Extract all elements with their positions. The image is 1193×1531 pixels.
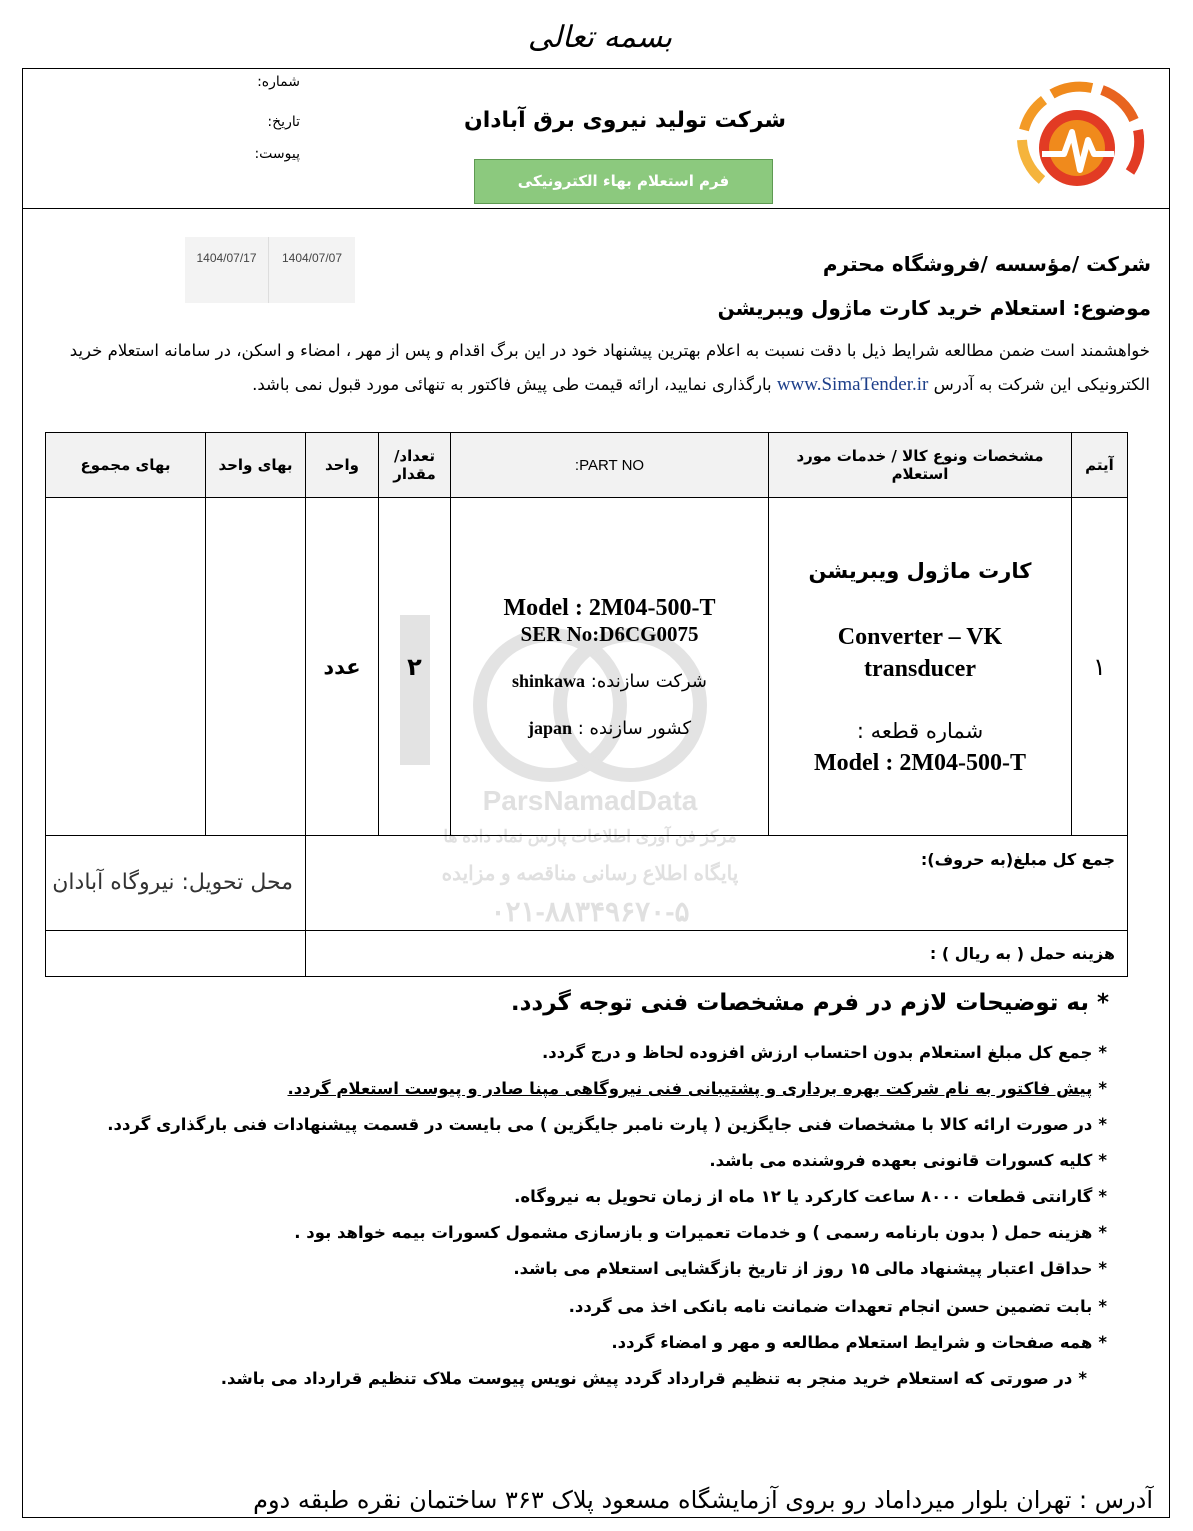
part-model: Model : 2M04-500-T [503, 594, 716, 621]
number-label: شماره: [257, 74, 300, 90]
note-text: گارانتی قطعات ۸۰۰۰ ساعت کارکرد یا ۱۲ ماه از زمان تحویل به نیروگاه. [514, 1187, 1093, 1206]
note-item: *جمع کل مبلغ استعلام بدون احتساب ارزش افزوده لحاظ و درج گردد. [541, 1043, 1107, 1062]
note-item: *کلیه کسورات قانونی بعهده فروشنده می باشد. [709, 1151, 1107, 1170]
attachment-label: پیوست: [254, 146, 300, 162]
desc-latin-2: transducer [864, 655, 976, 682]
part-country-label: کشور سازنده : [577, 717, 692, 739]
header-divider [22, 208, 1170, 209]
body-text-before: خواهشمند است ضمن مطالعه شرایط ذیل با دقت نسبت به اعلام بهترین پیشنهاد خود در این برگ اقدام و پس از مهر ، امضاء و اسکن، در سامانه استعلام خرید الکترونیکی این شرکت به آدرس [69, 341, 1150, 394]
header-description: مشخصات ونوع کالا / خدمات مورد استعلام [769, 433, 1072, 498]
closing-date: 1404/07/17 [185, 237, 269, 303]
row-total-price[interactable] [46, 498, 206, 836]
row-unit: عدد [306, 498, 379, 836]
watermark-line2: پایگاه اطلاع رسانی مناقصه و مزایده [441, 863, 739, 885]
body-text-after: بارگذاری نمایید، ارائه قیمت طی پیش فاکتور به تنهائی مورد قبول نمی باشد. [252, 375, 772, 394]
date-label: تاریخ: [267, 114, 300, 130]
note-text: همه صفحات و شرایط استعلام مطالعه و مهر و امضاء گردد. [611, 1333, 1093, 1352]
items-table [45, 432, 1128, 977]
dates-box [185, 237, 355, 303]
note-text: بابت تضمین حسن انجام تعهدات ضمانت نامه بانکی اخذ می گردد. [568, 1297, 1093, 1316]
header-total-price: بهای مجموع [46, 433, 206, 498]
desc-model: Model : 2M04-500-T [814, 749, 1026, 776]
row-part-no [451, 498, 769, 836]
part-maker-label: شرکت سازنده: [590, 670, 707, 692]
shipping-cost[interactable]: هزینه حمل ( به ریال ) : [306, 931, 1128, 977]
part-country: japan [527, 717, 572, 738]
bismillah-heading: بسمه تعالی [527, 20, 673, 55]
note-text: حداقل اعتبار پیشنهاد مالی ۱۵ روز از تاریخ بازگشایی استعلام می باشد. [513, 1259, 1093, 1278]
part-maker-line [451, 671, 768, 692]
header-quantity-line1: تعداد/ [393, 447, 436, 465]
header-part-no: PART NO: [451, 433, 769, 498]
form-title-badge: فرم استعلام بهاء الکترونیکی [474, 159, 773, 204]
desc-latin-1: Converter – VK [837, 623, 1003, 650]
note-text: در صورتی که استعلام خرید منجر به تنظیم قرارداد گردد پیش نویس پیوست ملاک تنظیم قرارداد می باشد. [220, 1369, 1073, 1388]
note-item: *بابت تضمین حسن انجام تعهدات ضمانت نامه بانکی اخذ می گردد. [568, 1297, 1107, 1316]
desc-part-label: شماره قطعه : [856, 718, 984, 743]
header-quantity-line2: مقدار [393, 465, 436, 483]
note-text: در صورت ارائه کالا با مشخصات فنی جایگزین ( پارت نامبر جایگزین ) می بایست در قسمت پیشنهادات فنی بارگذاری گردد. [107, 1115, 1093, 1134]
note-item: *گارانتی قطعات ۸۰۰۰ ساعت کارکرد یا ۱۲ ماه از زمان تحویل به نیروگاه. [514, 1187, 1107, 1206]
header-item: آیتم [1072, 433, 1128, 498]
note-item: *حداقل اعتبار پیشنهاد مالی ۱۵ روز از تاریخ بازگشایی استعلام می باشد. [513, 1259, 1107, 1278]
total-row [46, 836, 1128, 931]
company-logo [1002, 80, 1152, 210]
salutation: شرکت /مؤسسه /فروشگاه محترم [822, 252, 1151, 276]
part-maker: shinkawa [512, 670, 586, 691]
note-item: *در صورتی که استعلام خرید منجر به تنظیم قرارداد گردد پیش نویس پیوست ملاک تنظیم قرارداد می باشد. [220, 1369, 1087, 1388]
header-unit-price: بهای واحد [206, 433, 306, 498]
watermark-line1: مرکز فن آوری اطلاعات پارس نماد داده ها [443, 827, 737, 846]
company-name: شرکت تولید نیروی برق آبادان [463, 108, 787, 133]
table-row [46, 498, 1128, 836]
header-unit: واحد [306, 433, 379, 498]
shipping-row [46, 931, 1128, 977]
watermark-phone: ۰۲۱-۸۸۳۴۹۶۷۰-۵ [490, 896, 690, 927]
part-serial: SER No:D6CG0075 [520, 621, 699, 646]
watermark-brand: ParsNamadData [482, 785, 698, 816]
notes-lead: * به توضیحات لازم در فرم مشخصات فنی توجه گردد. [510, 990, 1109, 1016]
part-country-line [451, 718, 768, 739]
footer-address: آدرس : تهران بلوار میرداماد رو بروی آزمایشگاه مسعود پلاک ۳۶۳ ساختمان نقره طبقه دوم [253, 1486, 1153, 1514]
table-header-row [46, 433, 1128, 498]
row-description [769, 498, 1072, 836]
row-item-number: ۱ [1072, 498, 1128, 836]
total-in-words[interactable]: جمع کل مبلغ(به حروف): [306, 836, 1128, 931]
note-item: *در صورت ارائه کالا با مشخصات فنی جایگزین ( پارت نامبر جایگزین ) می بایست در قسمت پیشنهادات فنی بارگذاری گردد. [107, 1115, 1107, 1134]
tender-site-link[interactable]: www.SimaTender.ir [776, 374, 929, 395]
row-quantity: ۲ [379, 498, 451, 836]
row-unit-price[interactable] [206, 498, 306, 836]
note-text: کلیه کسورات قانونی بعهده فروشنده می باشد. [709, 1151, 1093, 1170]
note-item: *همه صفحات و شرایط استعلام مطالعه و مهر و امضاء گردد. [611, 1333, 1107, 1352]
shipping-blank [46, 931, 306, 977]
note-item: *پیش فاکتور به نام شرکت بهره برداری و پشتیبانی فنی نیروگاهی مپنا صادر و پیوست استعلام گردد. [287, 1079, 1107, 1098]
note-text: پیش فاکتور به نام شرکت بهره برداری و پشتیبانی فنی نیروگاهی مپنا صادر و پیوست استعلام گردد. [287, 1079, 1093, 1098]
delivery-location: محل تحویل: نیروگاه آبادان [46, 836, 306, 931]
subject-line: موضوع: استعلام خرید کارت ماژول ویبریشن [717, 296, 1151, 320]
header-quantity [379, 433, 451, 498]
desc-title: کارت ماژول ویبریشن [808, 558, 1032, 583]
note-item: *هزینه حمل ( بدون بارنامه رسمی ) و خدمات تعمیرات و بازسازی مشمول کسورات بیمه خواهد بود . [294, 1223, 1107, 1242]
letter-body [16, 334, 1150, 402]
issue-date: 1404/07/07 [281, 251, 343, 265]
note-text: هزینه حمل ( بدون بارنامه رسمی ) و خدمات تعمیرات و بازسازی مشمول کسورات بیمه خواهد بود . [294, 1223, 1093, 1242]
note-text: جمع کل مبلغ استعلام بدون احتساب ارزش افزوده لحاظ و درج گردد. [541, 1043, 1093, 1062]
